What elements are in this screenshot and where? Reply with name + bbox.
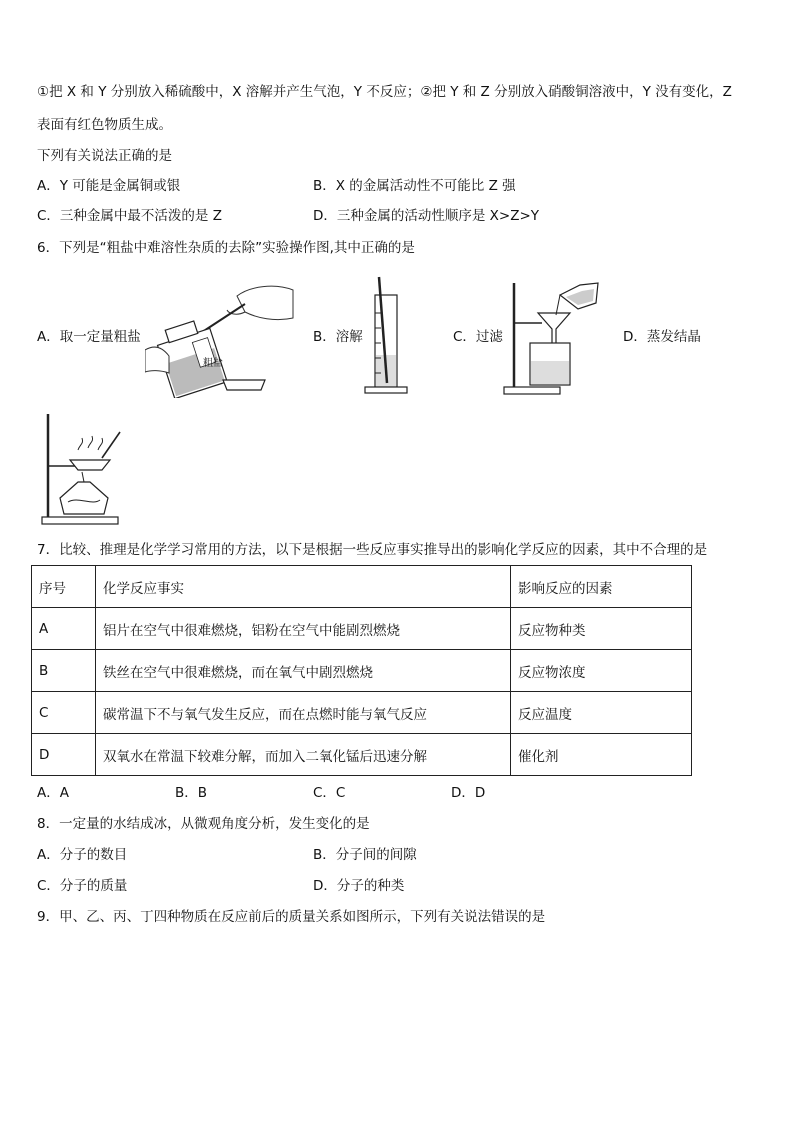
table-row [32,734,692,776]
q5-stem-line2: 表面有红色物质生成。 [37,117,172,133]
q5-ask: 下列有关说法正确的是 [37,148,172,164]
row-factor: 反应温度 [511,692,692,734]
row-fact: 铁丝在空气中很难燃烧，而在氧气中剧烈燃烧 [96,650,511,692]
row-id: A [32,608,96,650]
row-fact: 双氧水在常温下较难分解，而加入二氧化锰后迅速分解 [96,734,511,776]
reaction-factors-table [31,565,692,776]
q8-option-b[interactable]: B．分子间的间隙 [313,847,417,863]
table-header-row [32,566,692,608]
q5-option-d[interactable]: D．三种金属的活动性顺序是 X>Z>Y [313,208,540,224]
q8-stem: 8．一定量的水结成冰，从微观角度分析，发生变化的是 [37,816,370,832]
table-row [32,692,692,734]
q6-option-d[interactable]: D．蒸发结晶 [623,329,701,345]
row-fact: 碳常温下不与氧气发生反应，而在点燃时能与氧气反应 [96,692,511,734]
q6-stem: 6．下列是“粗盐中难溶性杂质的去除”实验操作图,其中正确的是 [37,240,415,256]
row-id: C [32,692,96,734]
q8-option-d[interactable]: D．分子的种类 [313,878,405,894]
q5-option-c[interactable]: C．三种金属中最不活泼的是 Z [37,208,222,224]
q7-option-a[interactable]: A．A [37,785,69,801]
q9-stem: 9．甲、乙、丙、丁四种物质在反应前后的质量关系如图所示，下列有关说法错误的是 [37,909,546,925]
q6-option-b[interactable]: B．溶解 [313,329,363,345]
q8-option-a[interactable]: A．分子的数目 [37,847,128,863]
q7-option-c[interactable]: C．C [313,785,346,801]
bottle-label: 粗盐 [203,358,223,369]
table-row [32,650,692,692]
q5-stem-line1: ①把 X 和 Y 分别放入稀硫酸中，X 溶解并产生气泡，Y 不反应；②把 Y 和 Z 分别放入硝酸铜溶液中，Y 没有变化，Z [37,84,732,100]
q7-option-b[interactable]: B．B [175,785,208,801]
header-factor: 影响反应的因素 [511,566,692,608]
filter-figure [500,273,610,398]
take-salt-figure [145,278,295,398]
header-number: 序号 [32,566,96,608]
row-factor: 反应物种类 [511,608,692,650]
q6-option-a[interactable]: A．取一定量粗盐 [37,329,141,345]
q6-option-c[interactable]: C．过滤 [453,329,503,345]
q8-option-c[interactable]: C．分子的质量 [37,878,128,894]
header-fact: 化学反应事实 [96,566,511,608]
q7-option-d[interactable]: D．D [451,785,486,801]
dissolve-figure [357,273,412,398]
row-factor: 反应物浓度 [511,650,692,692]
q5-option-a[interactable]: A．Y 可能是金属铜或银 [37,178,181,194]
q5-option-b[interactable]: B．X 的金属活动性不可能比 Z 强 [313,178,516,194]
row-factor: 催化剂 [511,734,692,776]
q7-stem: 7．比较、推理是化学学习常用的方法，以下是根据一些反应事实推导出的影响化学反应的因素，其中不合理的是 [37,542,708,558]
row-id: D [32,734,96,776]
evaporate-figure [38,410,128,528]
row-fact: 铝片在空气中很难燃烧，铝粉在空气中能剧烈燃烧 [96,608,511,650]
row-id: B [32,650,96,692]
table-row [32,608,692,650]
